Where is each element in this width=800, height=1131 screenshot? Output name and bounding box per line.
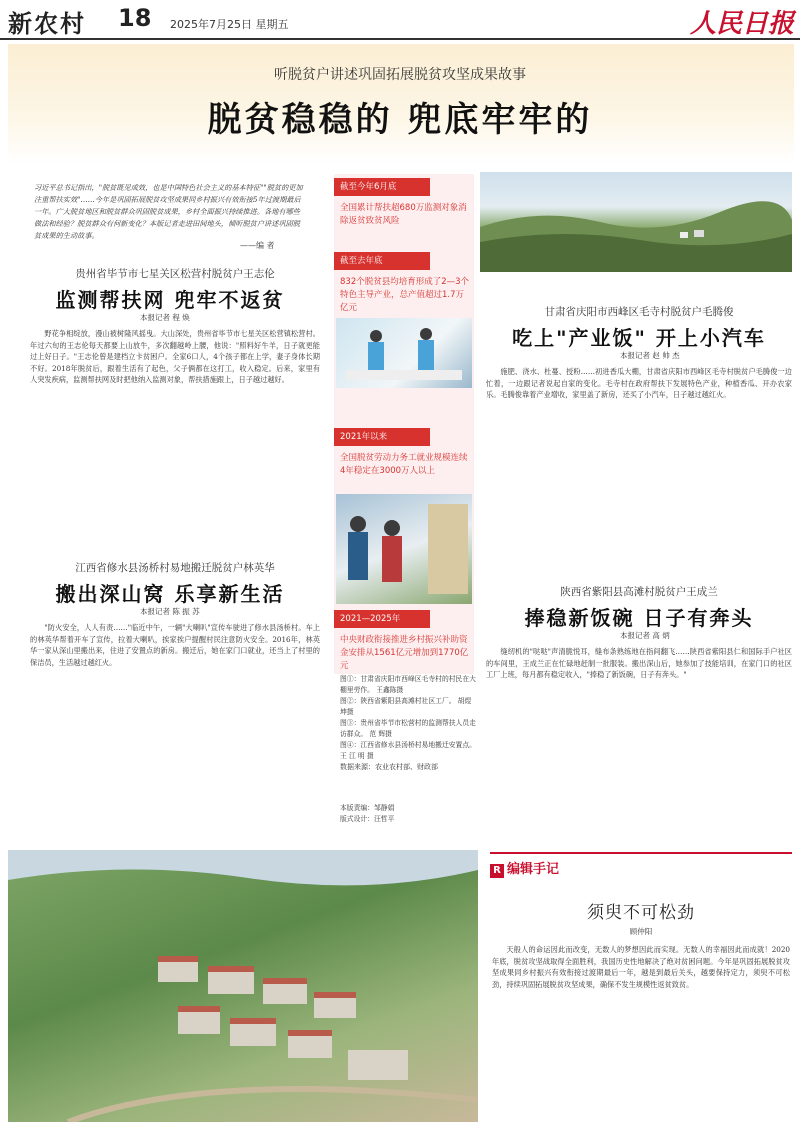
- visitors-illustration: [336, 494, 472, 604]
- article3-body: [486, 366, 792, 576]
- article3-paragraph: 施肥、浇水、杜蔓、授粉……初进香瓜大棚，甘肃省庆阳市西峰区毛寺村脱贫户毛腾俊一边忙着，一边跟记者说起自家的变化。毛寺村在政府帮扶下发展特色产业，种植香瓜、开办农家乐。毛腾俊靠着产业增收，家里盖了新房，还买了小汽车，日子越过越红火。: [486, 367, 792, 399]
- hills-illustration: [480, 172, 792, 272]
- photo-captions: [340, 674, 478, 825]
- editor-note-body: [492, 944, 790, 1120]
- intro-signature: ——编 者: [240, 241, 275, 250]
- caption: 图③：贵州省毕节市松营村的监测帮扶人员走访群众。 范 辉摄: [340, 719, 476, 738]
- stat-text: 中央财政衔接推进乡村振兴补助资金安排从1561亿元增加到1770亿元: [340, 635, 469, 671]
- article3-byline: 本报记者 赵 帅 杰: [620, 351, 680, 360]
- article4-paragraph: 缝纫机的"哒哒"声清脆悦耳，缝布条熟练地在指间翻飞……陕西省紫阳县仁和国际手户社区的车间里，王成兰正在忙碌地赶制一批服装。搬出深山后，她参加了技能培训，在家门口的社区工厂上班，每月都有稳定收入，"捧稳了新饭碗，日子有奔头。": [486, 647, 792, 679]
- photo-credit: 胡煜坤摄: [340, 697, 472, 716]
- newspaper-logo: 人民日报: [690, 9, 795, 39]
- article1-body: [30, 328, 320, 550]
- article1-byline: 本报记者 程 焕: [140, 313, 190, 322]
- stat-label: 截至今年6月底: [334, 178, 430, 196]
- photo-credit: 王鑫陈摄: [376, 686, 404, 694]
- article2-paragraph: "防火安全，人人有责……"临近中午，一辆"大喇叭"宣传车驶进了修水县汤桥村。车上的林英华帮着开车了宣传，拉着大喇叭，挨家挨户提醒村民注意防火安全。2016年，林英华一家从深山里搬出来，住进了安置点的新房。搬迁后，她在家门口就业，还当上了村里的保洁员，生活越过越红火。: [30, 623, 320, 667]
- stat-label: 2021—2025年: [334, 610, 430, 628]
- feature-kicker: 听脱贫户讲述巩固拓展脱贫攻坚成果故事: [274, 67, 526, 83]
- photo-credit: 范 辉摄: [369, 730, 392, 738]
- caption: 图②：陕西省紫阳县高滩村社区工厂。 胡煜坤摄: [340, 697, 472, 716]
- article1-title: 监测帮扶网 兜牢不返贫: [55, 288, 285, 312]
- section-name: 新农村: [8, 10, 86, 38]
- visit-photo: [336, 494, 472, 604]
- editor-note-paragraph: 天般人的命运因此而改变，无数人的梦想因此而实现。无数人的幸福因此而成就！2020年底，脱贫攻坚战取得全面胜利，我国历史性地解决了绝对贫困问题。今年是巩固拓展脱贫攻坚成果同乡村振兴有效衔接过渡期最后一年，越是到最后关头，越要保持定力，须臾不可松劲，持续巩固拓展脱贫攻坚成果，确保不发生规模性返贫致贫。: [492, 945, 790, 989]
- landscape-photo: [480, 172, 792, 272]
- article3-title: 吃上"产业饭" 开上小汽车: [512, 326, 766, 350]
- village-aerial-photo: [8, 850, 478, 1122]
- feature-headline: 脱贫稳稳的 兜底牢牢的: [207, 100, 593, 140]
- stat-text: 全国累计帮扶超680万监测对象消除返贫致贫风险: [340, 203, 467, 226]
- article1-location: 贵州省毕节市七星关区松营村脱贫户王志伦: [75, 268, 275, 280]
- article4-body: [486, 646, 792, 846]
- stat-label: 截至去年底: [334, 252, 430, 270]
- page-header: [0, 0, 800, 40]
- article2-byline: 本报记者 陈 振 苏: [140, 607, 200, 616]
- stat-label: 2021年以来: [334, 428, 430, 446]
- editor-note-label: 编辑手记: [507, 862, 560, 877]
- article3-location: 甘肃省庆阳市西峰区毛寺村脱贫户毛腾俊: [544, 306, 734, 318]
- r-badge-icon: R: [490, 864, 504, 878]
- stat-text: 全国脱贫劳动力务工就业规模连续4年稳定在3000万人以上: [340, 453, 468, 476]
- stat-text: 832个脱贫县均培育形成了2—3个特色主导产业，总产值超过1.7万亿元: [340, 277, 470, 313]
- workers-photo: [336, 318, 472, 388]
- article4-byline: 本报记者 高 炳: [620, 631, 670, 640]
- article4-title: 捧稳新饭碗 日子有奔头: [524, 606, 754, 630]
- article2-title: 搬出深山窝 乐享新生活: [55, 582, 285, 606]
- article2-body: [30, 622, 320, 842]
- photo-credit: 王 江 明 摄: [340, 752, 374, 760]
- editor-note-author: 顾仲阳: [629, 927, 653, 936]
- data-source: 数据来源：农业农村部、财政部: [340, 763, 438, 771]
- publication-date: 2025年7月25日 星期五: [170, 18, 289, 31]
- article1-paragraph: 野花争相绽放，漫山被树隆风摇曳。大山深处，贵州省毕节市七星关区松营镇松营村。年过六旬的王志伦每天都要上山放牛，多次翻越岭上腰，他说："照料好牛羊，日子就更能过上好日子。"王志伦曾是建档立卡贫困户。全家6口人，4个孩子都在上学，妻子身体长期不好。2018年脱贫后，跟着生活有了起色，父子俩都在这打工，收入稳定。后来，家里有人突发疾病，监测帮扶网及时把他纳入监测对象，帮扶措施跟上，日子越过越好。: [30, 329, 320, 384]
- article4-location: 陕西省紫阳县高滩村脱贫户王成兰: [560, 586, 718, 598]
- article2-location: 江西省修水县汤桥村易地搬迁脱贫户林英华: [75, 562, 275, 574]
- caption: 图④：江西省修水县汤桥村易地搬迁安置点。 王 江 明 摄: [340, 741, 476, 760]
- designer-credit: 版式设计：汪哲平: [340, 815, 395, 823]
- editor-note-header: [490, 858, 792, 878]
- editor-credit: 本版责编：邹静娟: [340, 804, 395, 812]
- page-number: 18: [118, 4, 152, 32]
- stats-column: [334, 174, 474, 674]
- workers-illustration: [336, 318, 472, 388]
- village-illustration: [8, 850, 478, 1122]
- editor-note-title: 须臾不可松劲: [587, 903, 695, 923]
- caption: 图①：甘肃省庆阳市西峰区毛寺村的村民在大棚里劳作。 王鑫陈摄: [340, 675, 476, 694]
- editor-intro: 习近平总书记指出，"脱贫既见成效，也是中国特色社会主义的基本特征""脱贫的更加注重帮扶实效"……今年是巩固拓展脱贫攻坚成果同乡村振兴有效衔接5年过渡期最后一年。广大脱贫地区和脱贫群众巩固脱贫成果，乡村全面振兴持续推进。各地有哪些做法和经验？脱贫群众有何新变化？本版记者走进田间地头，倾听脱贫户讲述巩固脱贫成果的生动故事。: [34, 183, 303, 240]
